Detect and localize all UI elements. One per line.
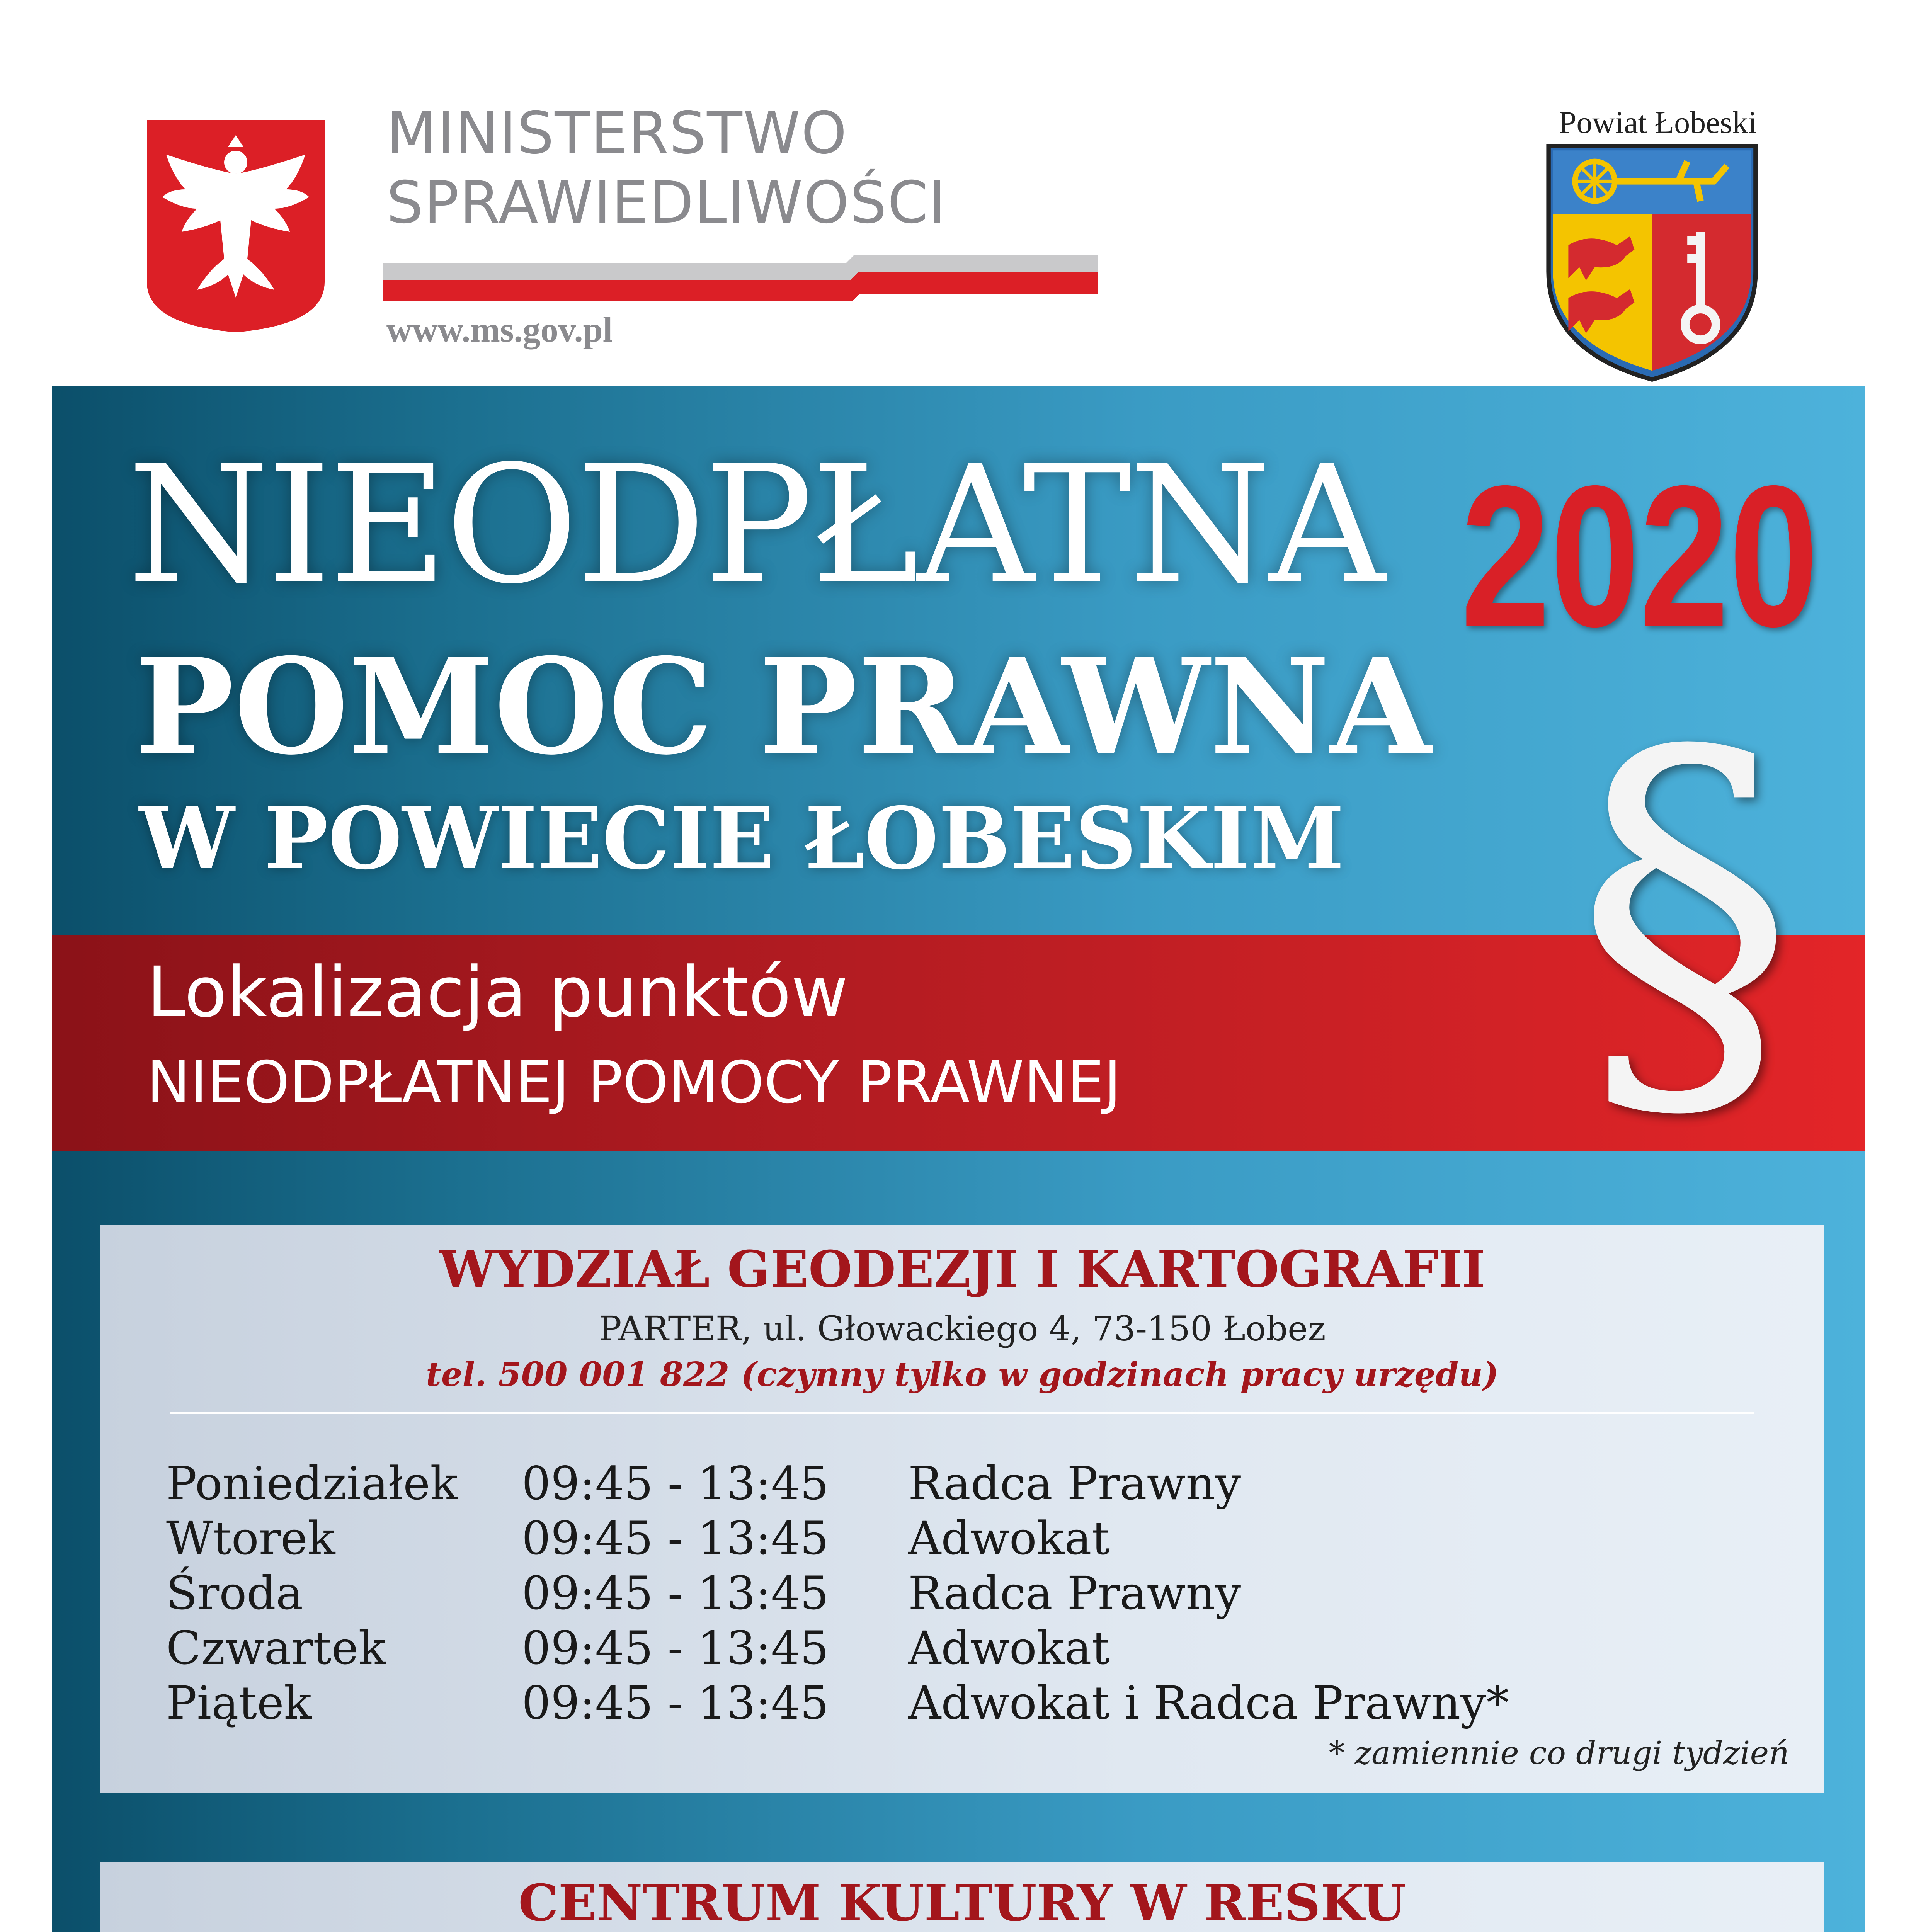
divider <box>170 1412 1754 1414</box>
schedule-row <box>166 1566 1828 1625</box>
schedule-specialist: Radca Prawny <box>908 1457 1241 1510</box>
powiat-label: Powiat Łobeski <box>1559 105 1757 140</box>
location-heading: Lokalizacja punktów <box>147 952 848 1033</box>
schedule-row <box>166 1457 1828 1515</box>
point-title: WYDZIAŁ GEODEZJI I KARTOGRAFII <box>439 1240 1485 1299</box>
schedule-row <box>166 1512 1828 1570</box>
title-legal-aid: POMOC PRAWNA <box>135 630 1432 784</box>
powiat-coat-of-arms-icon <box>1542 139 1762 386</box>
ministry-flag-stripe <box>383 255 1098 301</box>
polish-eagle-emblem-icon <box>139 112 332 336</box>
schedule-time: 09:45 - 13:45 <box>522 1621 829 1675</box>
schedule-day: Środa <box>166 1566 303 1620</box>
paragraph-symbol-icon: § <box>1574 659 1796 1176</box>
ministry-url: www.ms.gov.pl <box>386 310 613 349</box>
location-subheading: NIEODPŁATNEJ POMOCY PRAWNEJ <box>147 1049 1121 1116</box>
schedule-specialist: Radca Prawny <box>908 1566 1241 1620</box>
schedule-footnote: * zamiennie co drugi tydzień <box>1329 1735 1789 1772</box>
schedule-row <box>166 1676 1828 1735</box>
schedule-day: Wtorek <box>166 1512 335 1565</box>
title-county: W POWIECIE ŁOBESKIM <box>139 788 1344 888</box>
point-title: CENTRUM KULTURY W RESKU <box>518 1873 1406 1932</box>
point-phone: tel. 500 001 822 (czynny tylko w godzinach pracy urzędu) <box>426 1355 1499 1394</box>
schedule-row <box>166 1621 1828 1680</box>
title-free: NIEODPŁATNA <box>128 431 1383 620</box>
schedule-time: 09:45 - 13:45 <box>522 1457 829 1510</box>
schedule-day: Piątek <box>166 1676 312 1730</box>
schedule-specialist: Adwokat i Radca Prawny* <box>908 1676 1509 1730</box>
schedule-specialist: Adwokat <box>908 1512 1110 1565</box>
schedule-day: Czwartek <box>166 1621 386 1675</box>
schedule-time: 09:45 - 13:45 <box>522 1676 829 1730</box>
title-year: 2020 <box>1461 444 1819 668</box>
point-card-geodezja <box>100 1225 1824 1793</box>
schedule-time: 09:45 - 13:45 <box>522 1566 829 1620</box>
ministry-name-line1: MINISTERSTWO <box>386 100 848 167</box>
schedule-day: Poniedziałek <box>166 1457 458 1510</box>
point-address: PARTER, ul. Głowackiego 4, 73-150 Łobez <box>599 1309 1326 1349</box>
schedule-time: 09:45 - 13:45 <box>522 1512 829 1565</box>
schedule-specialist: Adwokat <box>908 1621 1110 1675</box>
ministry-name-line2: SPRAWIEDLIWOŚCI <box>386 169 947 236</box>
point-card-resko <box>100 1862 1824 1932</box>
